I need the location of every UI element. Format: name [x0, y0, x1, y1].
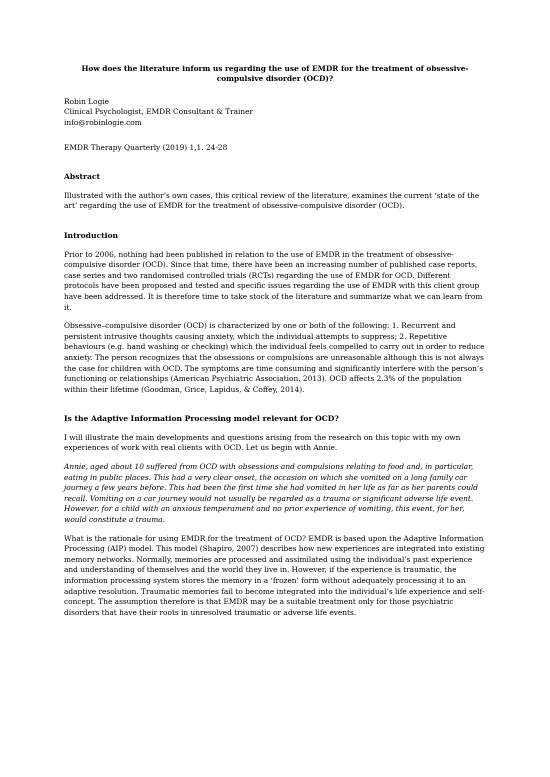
aip-heading: Is the Adaptive Information Processing model relevant for OCD? [64, 414, 339, 424]
aip-paragraph-2: What is the rationale for using EMDR for the treatment of OCD? EMDR is based upon the Adaptive Information Processing (AIP) model. This model (Shapiro, 2007) describes how new experiences are integrated into existing memory networks. Normally, memories are processed and assimilated using the individual’s past experience and understanding of themselves and the world they live in. However, if the experience is traumatic, the information processing system stores the memory in a ‘frozen’ form without adequately processing it to an adaptive resolution. Traumatic memories fail to become integrated into the individual’s life experience and self-concept. The assumption therefore is that EMDR may be a suitable treatment only for those psychiatric disorders that have their roots in unresolved traumatic or adverse life events. [64, 533, 485, 617]
aip-paragraph-1: I will illustrate the main developments and questions arising from the research on this topic with my own experiences of work with real clients with OCD. Let us begin with Annie. [64, 432, 461, 453]
author-block [64, 97, 486, 129]
case-study-annie: Annie, aged about 10 suffered from OCD with obsessions and compulsions relating to food and, in particular, eating in public places. This had a very clear onset, the occasion on which she vomited on a long family car journey a few years before. This had been the first time she had vomited in her life as far as her parents could recall. Vomiting on a car journey would not usually be regarded as a trauma or significant adverse life event. However, for a child with an anxious temperament and no prior experience of vomiting, this event, for her, would constitute a trauma. [64, 462, 478, 525]
abstract-text: Illustrated with the author’s own cases, this critical review of the literature, examines the current ‘state of the art’ regarding the use of EMDR for the treatment of obsessive-compulsive disorder (OCD). [64, 190, 480, 211]
citation: EMDR Therapy Quarterly (2019) 1,1. 24-28 [64, 142, 228, 152]
introduction-paragraph-1: Prior to 2006, nothing had been published in relation to the use of EMDR in the treatment of obsessive-compulsive disorder (OCD). Since that time, there have been an increasing number of published case reports, case series and two randomised controlled trials (RCTs) regarding the use of EMDR for OCD. Different protocols have been proposed and tested and specific issues regarding the use of EMDR with this client group have been addressed. It is therefore time to take stock of the literature and summarize what we can learn from it. [64, 249, 483, 312]
author-name: Robin Logie [64, 96, 110, 106]
author-role: Clinical Psychologist, EMDR Consultant & Trainer [64, 107, 254, 117]
author-email: info@robinlogie.com [64, 118, 142, 127]
paper-title: How does the literature inform us regarding the use of EMDR for the treatment of obsessive-compulsive disorder (OCD)? [81, 64, 469, 84]
introduction-heading: Introduction [64, 230, 119, 240]
abstract-heading: Abstract [64, 172, 101, 182]
introduction-paragraph-2: Obsessive–compulsive disorder (OCD) is characterized by one or both of the following: 1. Recurrent and persistent intrusive thoughts causing anxiety, which the individual attempts to suppress; 2. Repetitive behaviours (e.g. hand washing or checking) which the individual feels compelled to carry out in order to reduce anxiety. The person recognizes that the obsessions or compulsions are unreasonable although this is not always the case for children with OCD. The symptoms are time consuming and significantly interfere with the person’s functioning or relationships (American Psychiatric Association, 2013). OCD affects 2.3% of the population within their lifetime (Goodman, Grice, Lapidus, & Coffey, 2014). [64, 321, 485, 394]
